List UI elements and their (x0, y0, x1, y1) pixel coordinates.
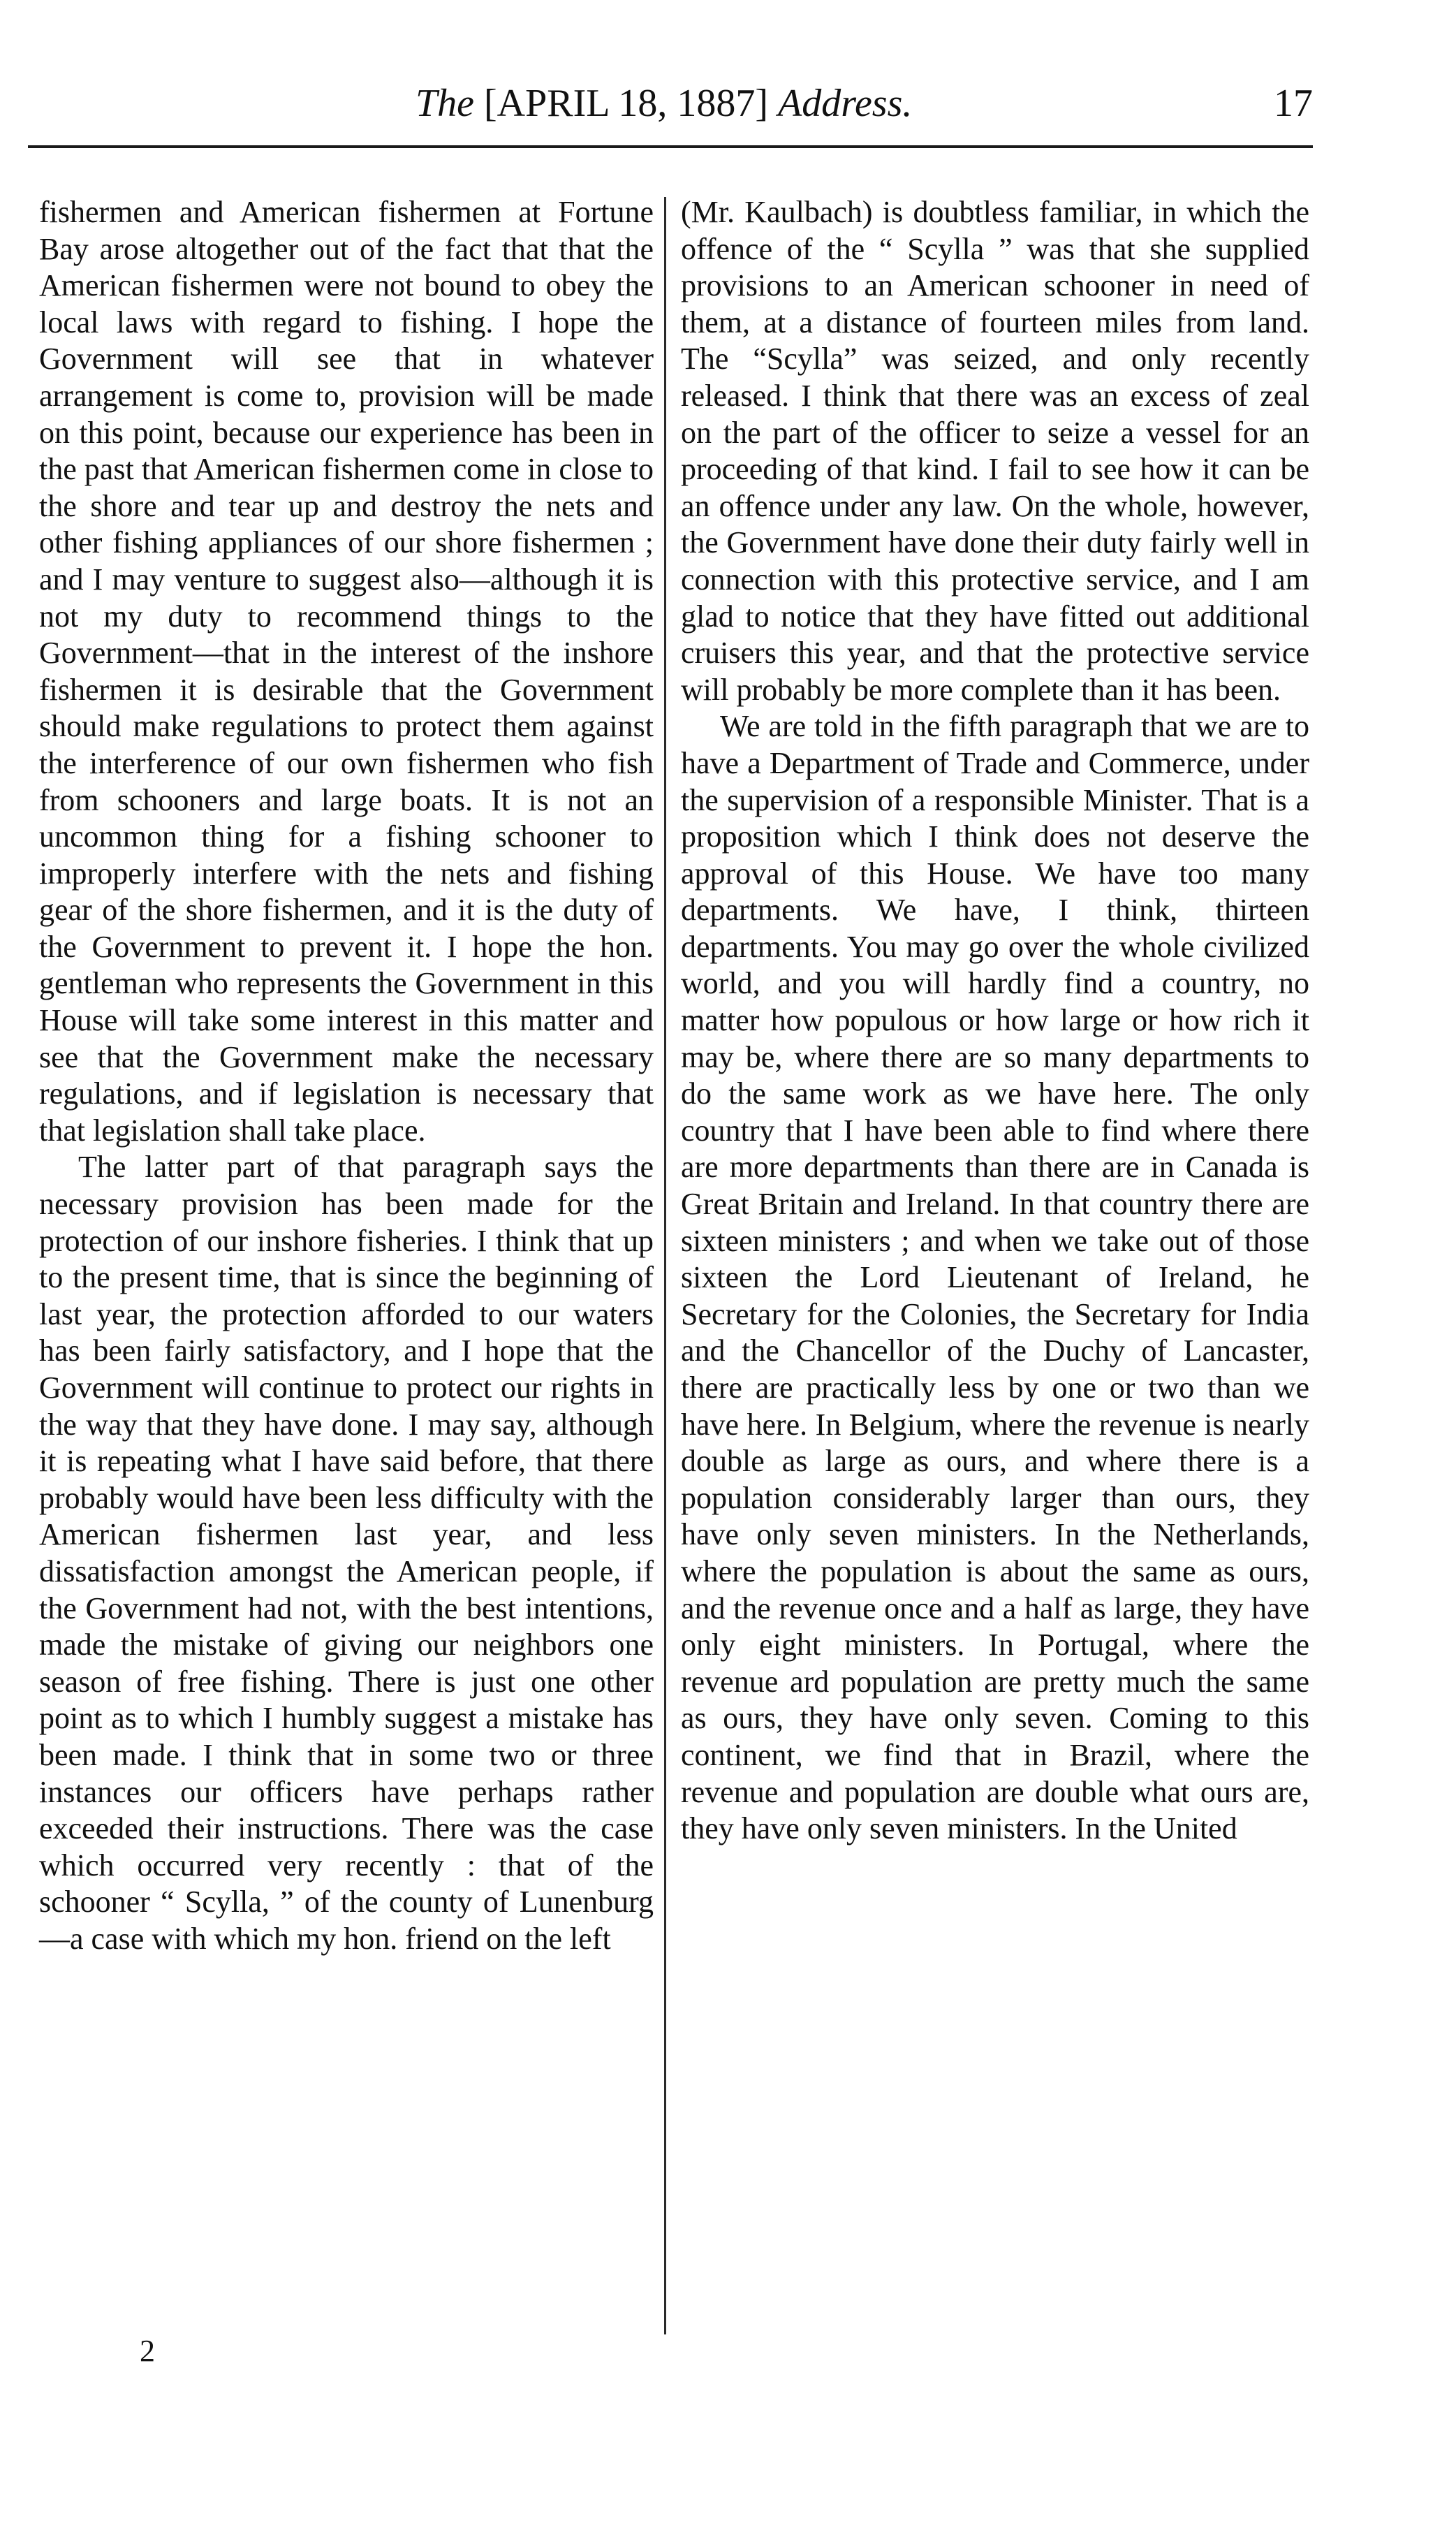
left-column (39, 194, 654, 1958)
running-title (416, 75, 912, 131)
paragraph: The latter part of that paragraph says the necessary provision has been made for the protection of our inshore fisheries. I think that up to the present time, that is since the beginning of last year, the protection afforded to our waters has been fairly satisfactory, and I hope that the Government will continue to protect our rights in the way that they have done. I may say, although it is repeating what I have said before, that there probably would have been less difficulty with the American fishermen last year, and less dissatisfaction amongst the American people, if the Government had not, with the best intentions, made the mistake of giving our neighbors one season of free fishing. There is just one other point as to which I humbly suggest a mistake has been made. I think that in some two or three instances our officers have perhaps rather exceeded their instructions. There was the case which occurred very recently : that of the schooner “ Scylla, ” of the county of Lunenburg—a case with which my hon. friend on the left (39, 1150, 654, 1956)
paragraph: fishermen and American fishermen at Fortune Bay arose altogether out of the fact that that the American fishermen were not bound to obey the local laws with regard to fishing. I hope the Government will see that in whatever arrangement is come to, provision will be made on this point, because our experience has been in the past that American fishermen come in close to the shore and tear up and destroy the nets and other fishing appliances of our shore fishermen ; and I may venture to suggest also—although it is not my duty to recommend things to the Government—that in the interest of the inshore fishermen it is desirable that the Government should make regulations to protect them against the interference of our own fishermen who fish from schooners and large boats. It is not an uncommon thing for a fishing schooner to improperly interfere with the nets and fishing gear of the shore fishermen, and it is the duty of the Government to prevent it. I hope the hon. gentleman who represents the Government in this House will take some interest in this matter and see that the Government make the necessary regulations, and if legislation is necessary that that legislation shall take place. (39, 195, 654, 1148)
running-head (416, 75, 1313, 131)
signature-mark: 2 (140, 2334, 155, 2368)
title-date: [APRIL 18, 1887] (484, 82, 769, 125)
title-the: The (416, 82, 474, 125)
page-number: 17 (1274, 82, 1313, 125)
header-rule (28, 145, 1313, 148)
right-column (681, 194, 1309, 1848)
title-address: Address. (778, 82, 913, 125)
paragraph: We are told in the fifth paragraph that we are to have a Department of Trade and Commerce, under the supervision of a responsible Minister. That is a proposition which I think does not deserve the approval of this House. We have too many departments. We have, I think, thirteen departments. You may go over the whole civilized world, and you will hardly find a country, no matter how populous or how large or how rich it may be, where there are so many departments to do the same work as we have here. The only country that I have been able to find where there are more departments than there are in Canada is Great Britain and Ireland. In that country there are sixteen ministers ; and when we take out of those sixteen the Lord Lieutenant of Ireland, he Secretary for the Colonies, the Secretary for India and the Chancellor of the Duchy of Lancaster, there are practically less by one or two than we have here. In Belgium, where the revenue is nearly double as large as ours, and where there is a population considerably larger than ours, they have only seven ministers. In the Netherlands, where the population is about the same as ours, and the revenue once and a half as large, they have only eight ministers. In Portugal, where the revenue ard population are pretty much the same as ours, they have only seven. Coming to this continent, we find that in Brazil, where the revenue and population are double what ours are, they have only seven ministers. In the United (681, 709, 1309, 1846)
column-divider (664, 197, 666, 2334)
paragraph: (Mr. Kaulbach) is doubtless familiar, in which the offence of the “ Scylla ” was that she supplied provisions to an American schooner in need of them, at a distance of fourteen miles from land. The “Scylla” was seized, and only recently released. I think that there was an excess of zeal on the part of the officer to seize a vessel for an proceeding of that kind. I fail to see how it can be an offence under any law. On the whole, however, the Government have done their duty fairly well in connection with this protective service, and I am glad to notice that they have fitted out additional cruisers this year, and that the protective service will probably be more complete than it has been. (681, 195, 1309, 707)
